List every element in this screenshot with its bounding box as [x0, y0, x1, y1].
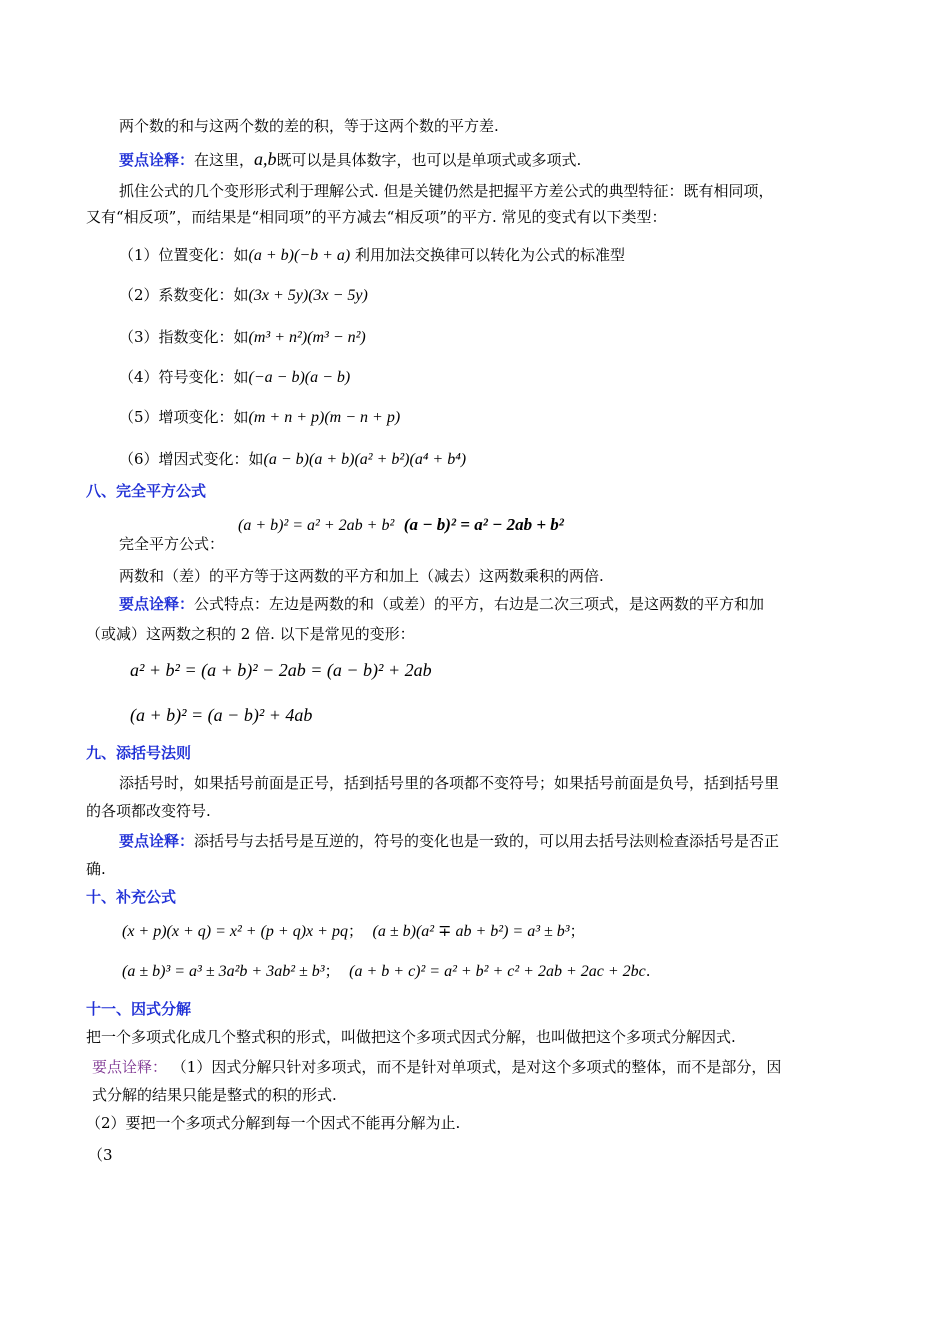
formula: (m + n + p)(m − n + p) — [248, 409, 401, 426]
paragraph: 两个数的和与这两个数的差的积，等于这两个数的平方差. — [119, 117, 499, 135]
formula: a² + b² = (a + b)² − 2ab = (a − b)² + 2ab — [130, 660, 432, 680]
paragraph: 两数和（差）的平方等于这两数的平方和加上（减去）这两数乘积的两倍. — [119, 567, 604, 585]
paragraph: 添括号时，如果括号前面是正号，括到括号里的各项都不变符号；如果括号前面是负号，括到括号里 — [119, 774, 780, 792]
paragraph: （或减）这两数之积的 2 倍. 以下是常见的变形： — [86, 625, 415, 643]
note-label: 要点诠释： — [119, 595, 195, 613]
formula: (a + b)² = a² + 2ab + b² (a − b)² = a² − 2ab + b² — [238, 515, 564, 534]
formula: (a + b)(−b + a) — [248, 247, 351, 264]
section-heading: 十一、因式分解 — [86, 1000, 192, 1018]
note-label: 要点诠释： — [119, 832, 195, 850]
paragraph: （3 — [88, 1146, 113, 1164]
paragraph: 又有“相反项”，而结果是“相同项”的平方减去“相反项”的平方. 常见的变式有以下类型： — [86, 208, 667, 226]
paragraph: 式分解的结果只能是整式的积的形式. — [92, 1086, 337, 1104]
list-item: （4）符号变化：如(−a − b)(a − b) — [119, 368, 351, 386]
formula: (x + p)(x + q) = x² + (p + q)x + pq — [122, 923, 348, 940]
list-item: （2）系数变化：如(3x + 5y)(3x − 5y) — [119, 286, 368, 304]
formula: (3x + 5y)(3x − 5y) — [248, 287, 368, 304]
section-heading: 十、补充公式 — [86, 888, 177, 906]
paragraph: （2）要把一个多项式分解到每一个因式不能再分解为止. — [86, 1114, 461, 1132]
section-heading: 八、完全平方公式 — [86, 482, 207, 500]
paragraph: 抓住公式的几个变形形式利于理解公式. 但是关键仍然是把握平方差公式的典型特征：既有相同项， — [119, 182, 774, 200]
note-paragraph: 要点诠释：公式特点：左边是两数的和（或差）的平方，右边是二次三项式，是这两数的平方和加 — [119, 595, 765, 613]
list-item: （6）增因式变化：如(a − b)(a + b)(a² + b²)(a⁴ + b⁴) — [119, 450, 467, 468]
formula: (a ± b)³ = a³ ± 3a²b + 3ab² ± b³ — [122, 963, 325, 980]
paragraph: 的各项都改变符号. — [86, 802, 211, 820]
paragraph: 确. — [86, 860, 106, 878]
formula: (a ± b)(a² ∓ ab + b²) = a³ ± b³ — [372, 923, 570, 940]
list-item: （3）指数变化：如(m³ + n²)(m³ − n²) — [119, 328, 366, 346]
formula-line: (a ± b)³ = a³ ± 3a²b + 3ab² ± b³； (a + b + c)² = a² + b² + c² + 2ab + 2ac + 2bc. — [122, 962, 651, 980]
formula-line: (x + p)(x + q) = x² + (p + q)x + pq； (a ± b)(a² ∓ ab + b²) = a³ ± b³； — [122, 922, 585, 940]
note-paragraph: 要点诠释： （1）因式分解只针对多项式，而不是针对单项式，是对这个多项式的整体，而不是部分，因 — [92, 1058, 782, 1076]
text: 既可以是具体数字，也可以是单项式或多项式. — [276, 151, 582, 169]
list-item: （5）增项变化：如(m + n + p)(m − n + p) — [119, 408, 401, 426]
list-item: （1）位置变化：如(a + b)(−b + a) 利用加法交换律可以转化为公式的标准型 — [119, 246, 626, 264]
label: 完全平方公式： — [119, 535, 225, 553]
formula: (a + b + c)² = a² + b² + c² + 2ab + 2ac + 2bc — [349, 963, 646, 980]
formula: (m³ + n²)(m³ − n²) — [248, 329, 366, 346]
text: 在这里， — [194, 151, 255, 169]
formula: (a + b)² = (a − b)² + 4ab — [130, 705, 313, 725]
section-heading: 九、添括号法则 — [86, 744, 192, 762]
formula: (−a − b)(a − b) — [248, 369, 351, 386]
math-ab: a,b — [254, 149, 277, 169]
note-label: 要点诠释： — [92, 1058, 168, 1076]
paragraph: 把一个多项式化成几个整式积的形式，叫做把这个多项式因式分解，也叫做把这个多项式分解因式. — [86, 1028, 736, 1046]
note-paragraph: 要点诠释：添括号与去括号是互逆的，符号的变化也是一致的，可以用去括号法则检查添括号是否正 — [119, 832, 780, 850]
formula: (a − b)(a + b)(a² + b²)(a⁴ + b⁴) — [263, 451, 467, 468]
note-label: 要点诠释： — [119, 151, 195, 169]
note-paragraph — [119, 148, 581, 171]
